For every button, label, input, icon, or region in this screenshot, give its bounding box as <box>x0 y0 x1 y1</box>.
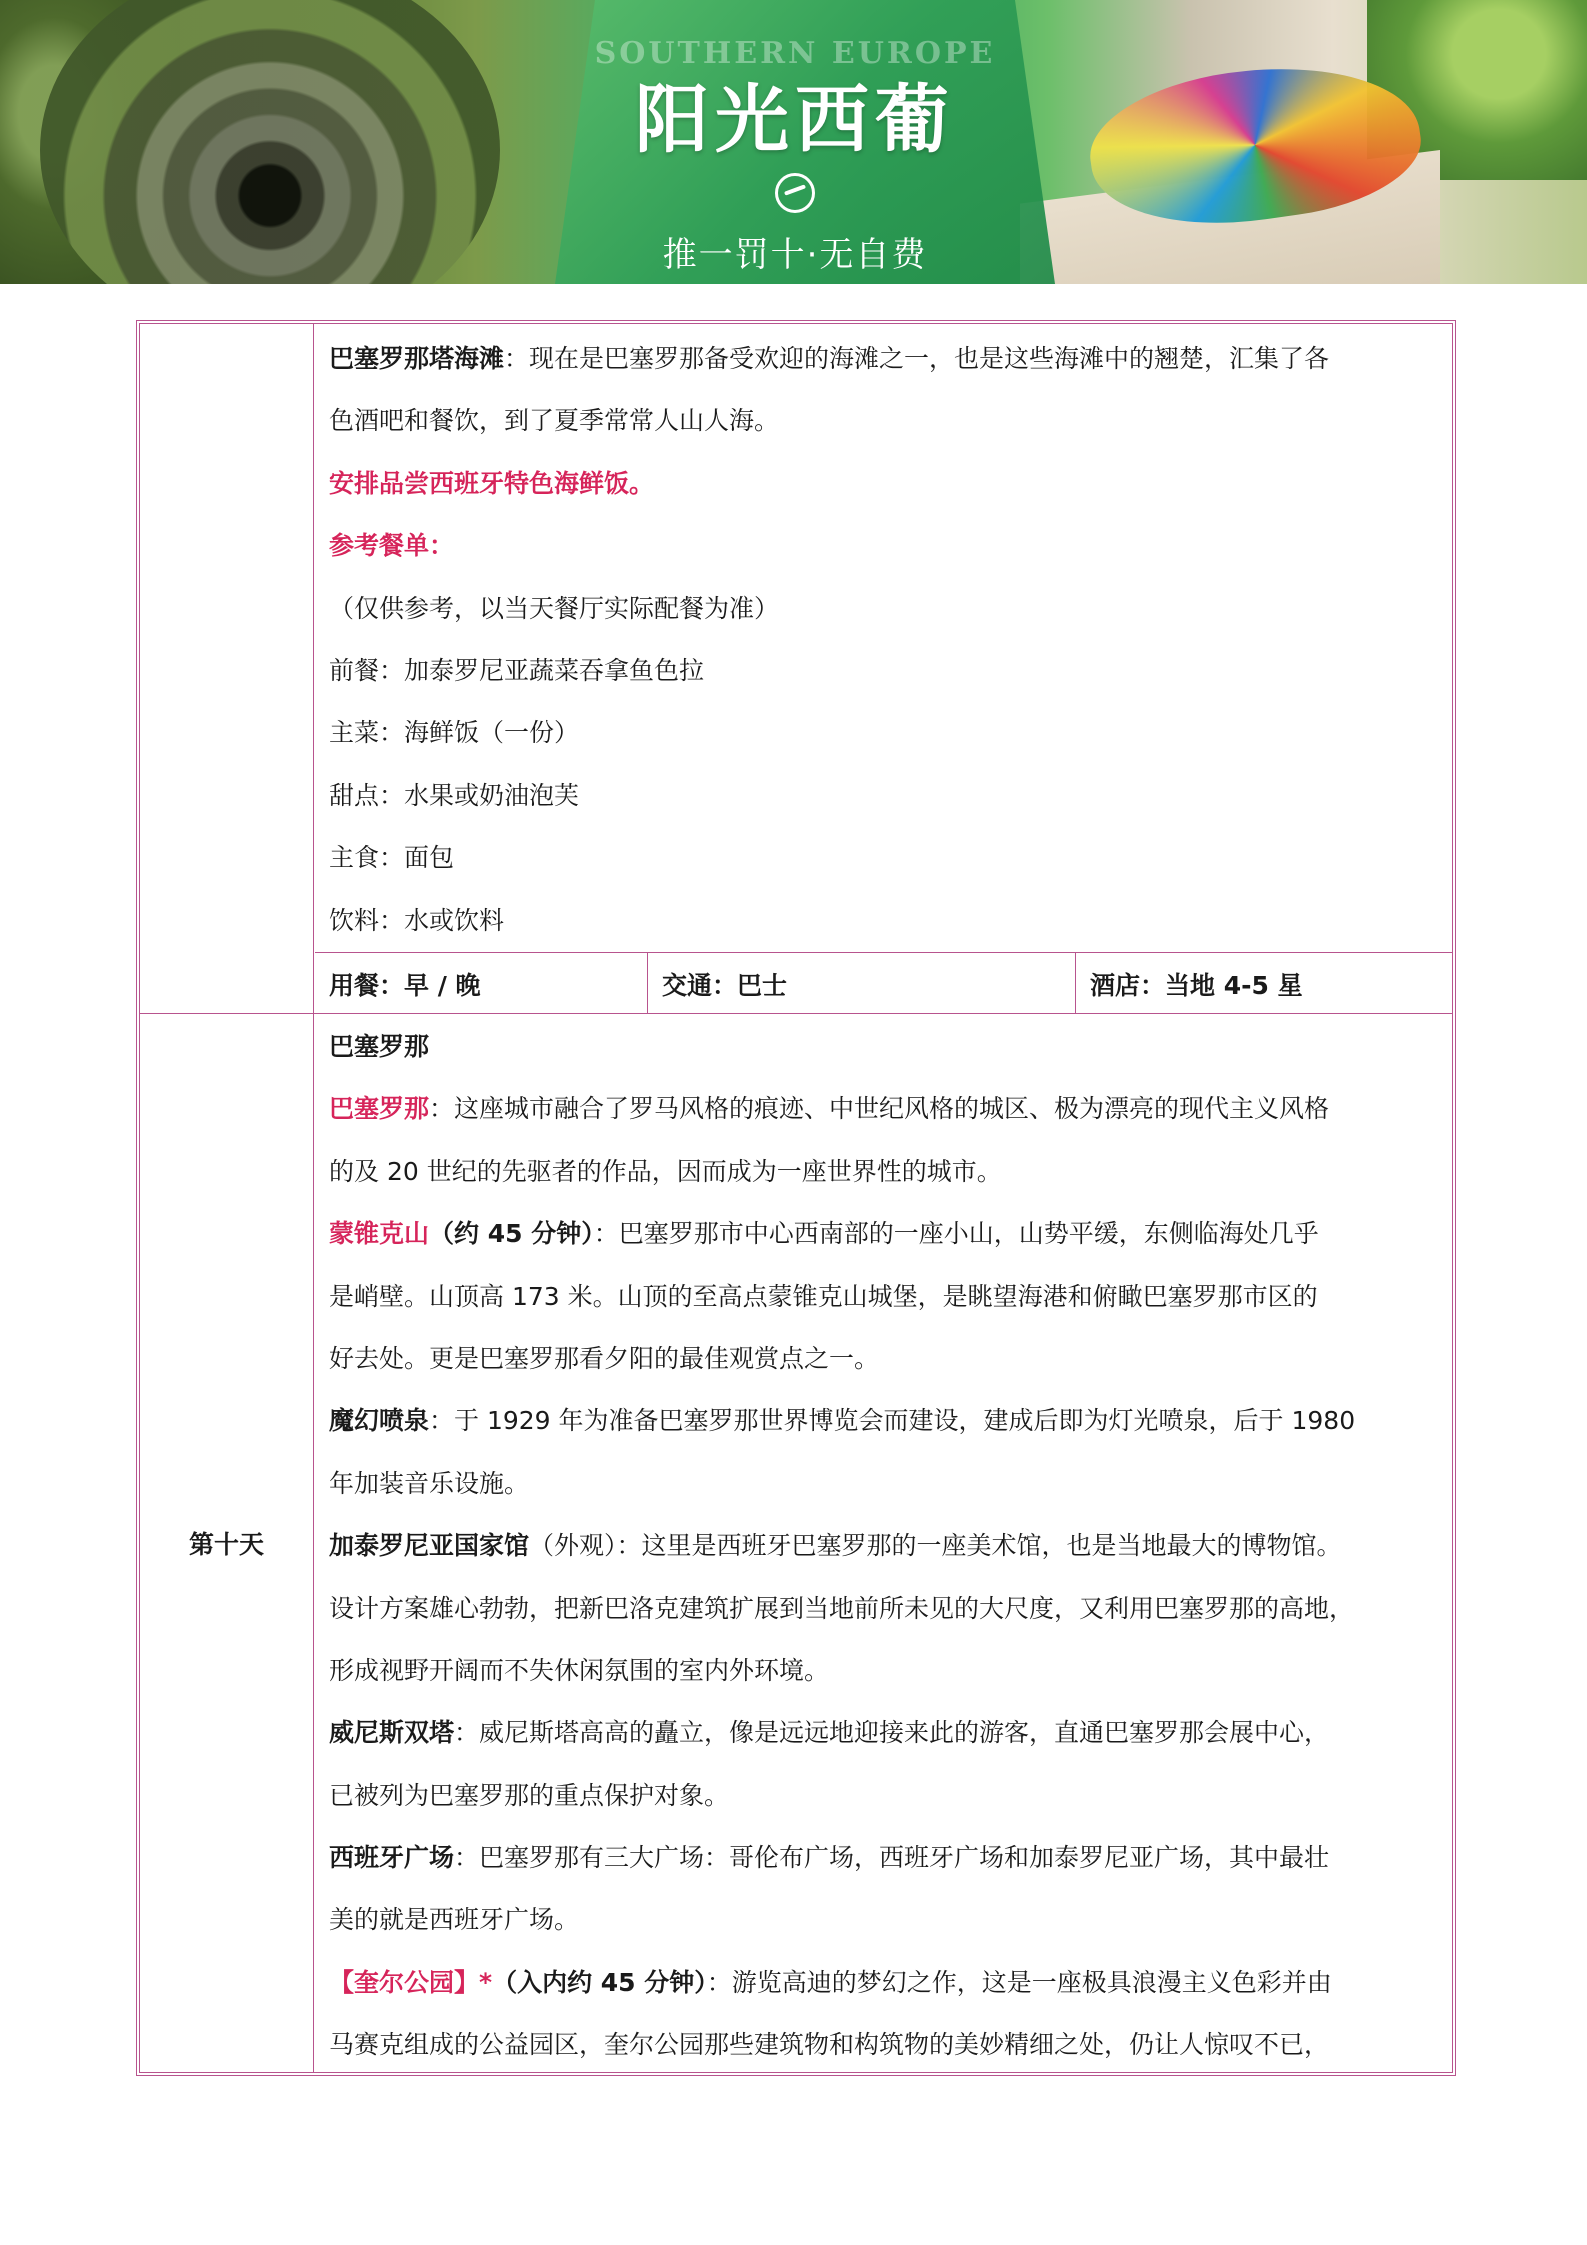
attraction-name: 【奎尔公园】* <box>329 1967 493 1997</box>
day-content-cell <box>315 1014 1452 2077</box>
text-line <box>329 1078 1438 1140</box>
attraction-name: 加泰罗尼亚国家馆 <box>329 1531 530 1561</box>
attraction-desc: ：这里是西班牙巴塞罗那的一座美术馆，也是当地最大的博物馆。 <box>616 1531 1342 1561</box>
text-line: 的及 20 世纪的先驱者的作品，因而成为一座世界性的城市。 <box>329 1156 1002 1186</box>
text-line: 马赛克组成的公益园区，奎尔公园那些建筑物和构筑物的美妙精细之处，仍让人惊叹不已， <box>329 2030 1330 2060</box>
day-label-cell <box>140 1014 314 2072</box>
banner-cn-title: 阳光西葡 <box>635 77 955 163</box>
spiral-well-image <box>40 0 500 284</box>
attraction-name: 魔幻喷泉 <box>329 1406 430 1436</box>
transport-cell: 交通：巴士 <box>648 953 1076 1014</box>
text-line: 色酒吧和餐饮，到了夏季常常人山人海。 <box>329 406 780 436</box>
menu-item: 饮料：水或饮料 <box>329 905 505 935</box>
text-line <box>329 1952 1438 2014</box>
attraction-desc: ：这座城市融合了罗马风格的痕迹、中世纪风格的城区、极为漂亮的现代主义风格 <box>429 1094 1330 1124</box>
meal-highlight: 安排品尝西班牙特色海鲜饭。 <box>329 468 655 498</box>
day-label: 第十天 <box>188 1530 264 1559</box>
text-line: 美的就是西班牙广场。 <box>329 1905 580 1935</box>
attraction-name: 蒙锥克山 <box>329 1219 430 1249</box>
text-line <box>329 1702 1438 1764</box>
attraction-desc: ：巴塞罗那有三大广场：哥伦布广场，西班牙广场和加泰罗尼亚广场，其中最壮 <box>454 1843 1330 1873</box>
header-banner <box>0 0 1587 284</box>
text-line: 好去处。更是巴塞罗那看夕阳的最佳观赏点之一。 <box>329 1343 880 1373</box>
attraction-duration: （约 45 分钟） <box>429 1219 594 1249</box>
text-line <box>329 1515 1438 1577</box>
attraction-note: （外观） <box>529 1531 617 1561</box>
text-line: 年加装音乐设施。 <box>329 1468 530 1498</box>
text-line <box>329 328 1438 390</box>
day-row-previous <box>140 324 1452 1014</box>
banner-subtitle: 推一罚十·无自费 <box>662 235 928 275</box>
meals-transport-hotel-row <box>315 952 1452 1014</box>
menu-item: 前餐：加泰罗尼亚蔬菜吞拿鱼色拉 <box>329 655 705 685</box>
day-row-10 <box>140 1014 1452 2072</box>
text-line <box>329 1827 1438 1889</box>
text-line: 是峭壁。山顶高 173 米。山顶的至高点蒙锥克山城堡，是眺望海港和俯瞰巴塞罗那市区的 <box>329 1281 1318 1311</box>
attraction-desc: ：游览高迪的梦幻之作，这是一座极具浪漫主义色彩并由 <box>706 1967 1332 1997</box>
attraction-desc: ：现在是巴塞罗那备受欢迎的海滩之一，也是这些海滩中的翘楚，汇集了各 <box>504 344 1330 373</box>
itinerary-table <box>136 320 1456 2076</box>
city-heading: 巴塞罗那 <box>329 1032 430 1061</box>
leaf-emblem-icon <box>775 173 815 213</box>
menu-item: 主菜：海鲜饭（一份） <box>329 718 580 748</box>
attraction-name: 巴塞罗那 <box>329 1094 430 1124</box>
banner-en-title: SOUTHERN EUROPE <box>594 36 996 71</box>
day-label-cell <box>140 324 314 1013</box>
text-line: 已被列为巴塞罗那的重点保护对象。 <box>329 1780 730 1810</box>
attraction-desc: ：巴塞罗那市中心西南部的一座小山，山势平缓，东侧临海处几乎 <box>593 1219 1319 1249</box>
menu-item: 主食：面包 <box>329 843 455 873</box>
menu-item: 甜点：水果或奶油泡芙 <box>329 780 580 810</box>
menu-title: 参考餐单： <box>329 531 455 561</box>
day-content-cell <box>315 324 1452 952</box>
attraction-desc: ：威尼斯塔高高的矗立，像是远远地迎接来此的游客，直通巴塞罗那会展中心， <box>454 1718 1330 1748</box>
attraction-name: 西班牙广场 <box>329 1843 455 1873</box>
banner-title-group <box>580 22 1010 275</box>
text-line: 形成视野开阔而不失休闲氛围的室内外环境。 <box>329 1655 830 1685</box>
meals-cell: 用餐：早 / 晚 <box>315 953 648 1014</box>
menu-note: （仅供参考，以当天餐厅实际配餐为准） <box>329 593 780 623</box>
attraction-desc: ：于 1929 年为准备巴塞罗那世界博览会而建设，建成后即为灯光喷泉，后于 1980 <box>429 1406 1356 1436</box>
text-line <box>329 1390 1438 1452</box>
attraction-name: 威尼斯双塔 <box>329 1718 455 1748</box>
attraction-name: 巴塞罗那塔海滩 <box>329 344 505 373</box>
hotel-cell: 酒店：当地 4-5 星 <box>1090 970 1303 1000</box>
attraction-duration: （入内约 45 分钟） <box>492 1967 707 1997</box>
text-line: 设计方案雄心勃勃，把新巴洛克建筑扩展到当地前所未见的大尺度，又利用巴塞罗那的高地， <box>329 1593 1355 1623</box>
text-line <box>329 1203 1438 1265</box>
